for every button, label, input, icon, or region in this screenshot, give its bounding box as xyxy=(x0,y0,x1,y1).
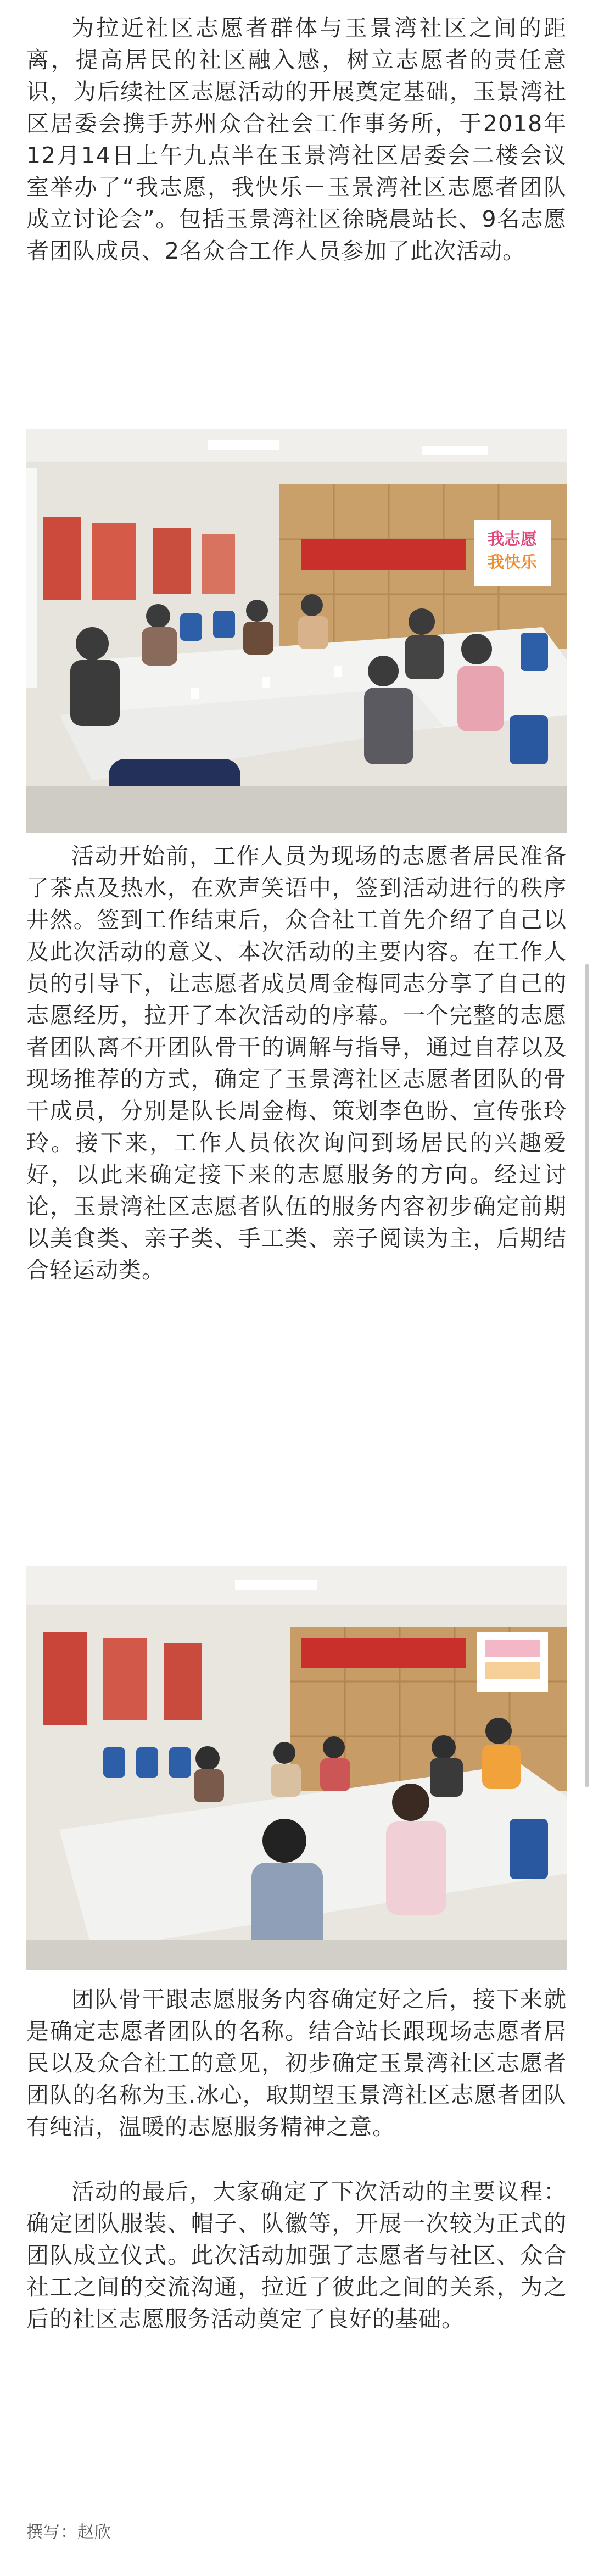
activity-photo-1 xyxy=(26,429,567,833)
svg-text:我志愿: 我志愿 xyxy=(488,530,537,549)
author-credit: 撰写：赵欣 xyxy=(26,2523,111,2542)
scrollbar[interactable] xyxy=(585,964,589,1787)
paragraph-team-name: 团队骨干跟志愿服务内容确定好之后，接下来就是确定志愿者团队的名称。结合站长跟现场志愿者居民以及众合社工的意见，初步确定玉景湾社区志愿者团队的名称为玉.冰心，取期望玉景湾社区志愿者团队有纯洁，温暖的志愿服务精神之意。 xyxy=(26,1986,567,2140)
svg-text:我快乐: 我快乐 xyxy=(488,553,537,572)
paragraph-activity: 活动开始前，工作人员为现场的志愿者居民准备了茶点及热水，在欢声笑语中，签到活动进行的秩序井然。签到工作结束后，众合社工首先介绍了自己以及此次活动的意义、本次活动的主要内容。在工作人员的引导下，让志愿者成员周金梅同志分享了自己的志愿经历，拉开了本次活动的序幕。一个完整的志愿者团队离不开团队骨干的调解与指导，通过自荐以及现场推荐的方式，确定了玉景湾社区志愿者团队的骨干成员，分别是队长周金梅、策划李色盼、宣传张玲玲。接下来，工作人员依次询问到场居民的兴趣爱好，以此来确定接下来的志愿服务的方向。经过讨论，玉景湾社区志愿者队伍的服务内容初步确定前期以美食类、亲子类、手工类、亲子阅读为主，后期结合轻运动类。 xyxy=(26,843,567,1283)
activity-photo-2 xyxy=(26,1566,567,1970)
paragraph-conclusion: 活动的最后，大家确定了下次活动的主要议程：确定团队服装、帽子、队徽等，开展一次较为正式的团队成立仪式。此次活动加强了志愿者与社区、众合社工之间的交流沟通，拉近了彼此之间的关系，为之后的社区志愿服务活动奠定了良好的基础。 xyxy=(26,2178,567,2332)
paragraph-intro: 为拉近社区志愿者群体与玉景湾社区之间的距离，提高居民的社区融入感，树立志愿者的责任意识，为后续社区志愿活动的开展奠定基础，玉景湾社区居委会携手苏州众合社会工作事务所，于2018年12月14日上午九点半在玉景湾社区居委会二楼会议室举办了“我志愿，我快乐－玉景湾社区志愿者团队成立讨论会”。包括玉景湾社区徐晓晨站长、9名志愿者团队成员、2名众合工作人员参加了此次活动。 xyxy=(26,15,567,264)
